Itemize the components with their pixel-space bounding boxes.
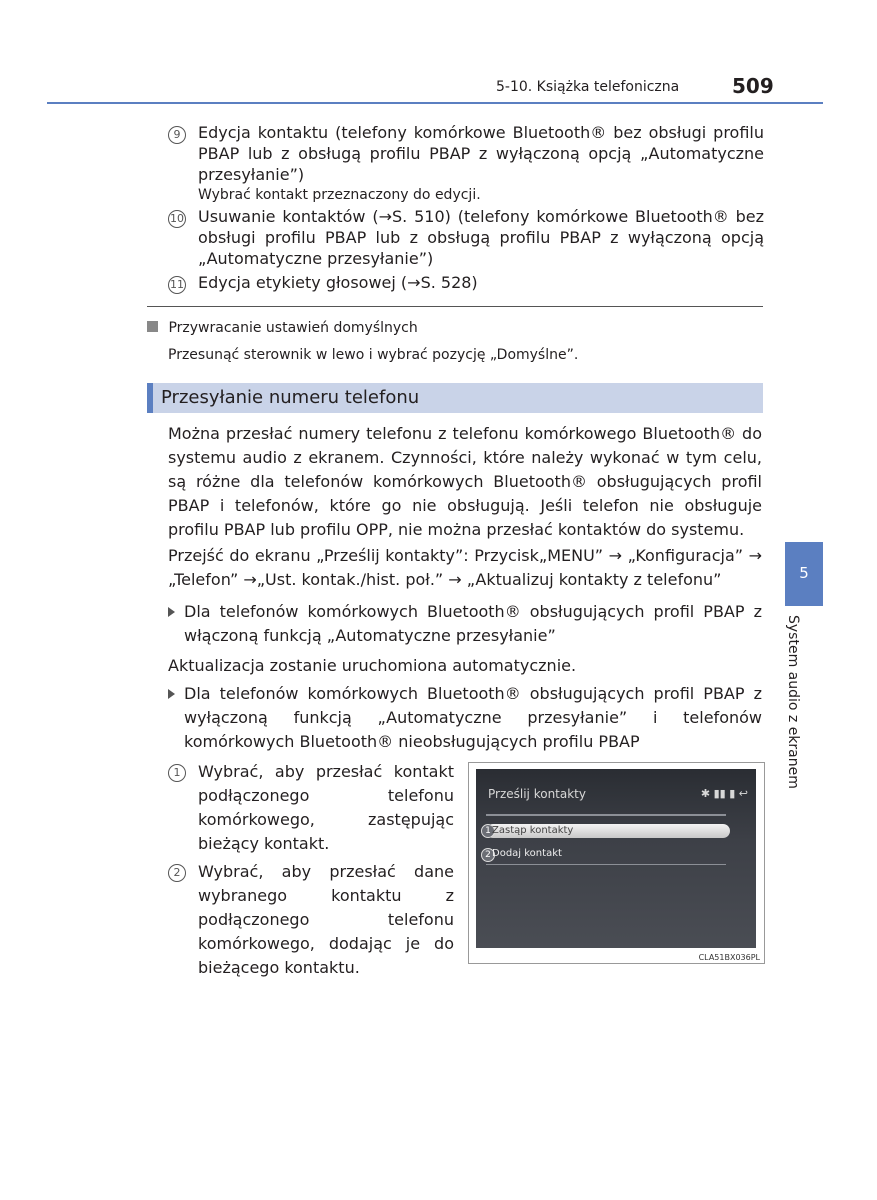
list-item-text: Usuwanie kontaktów (→S. 510) (telefony komórkowe Bluetooth® bez obsługi profilu PBAP lub z obsługą profilu PBAP z wyłączoną opcją „Automatyczne przesyłanie”) <box>198 207 764 268</box>
nav-paragraph: Przejść do ekranu „Prześlij kontakty”: Przycisk„MENU” → „Konfiguracja” → „Telefon” →„Ust. kontak./hist. poł.” → „Aktualizuj kontakty z telefonu” <box>168 546 762 589</box>
circled-number-2: 2 <box>168 864 186 882</box>
circled-number-10: 10 <box>168 210 186 228</box>
triangle-bullet-icon <box>168 689 175 699</box>
status-icons: ✱ ▮▮ ▮ ↩ <box>700 787 748 800</box>
screen-callout-2: 2 <box>481 848 495 862</box>
chapter-number: 5 <box>799 564 809 582</box>
section-heading-bar <box>147 383 763 413</box>
chapter-label-text: System audio z ekranem <box>785 615 801 789</box>
list-item <box>168 122 764 185</box>
bullet-text: Dla telefonów komórkowych Bluetooth® obsługujących profil PBAP z wyłączoną funkcją „Automatyczne przesyłanie” i telefonów komórkowych Bluetooth® nieobsługujących profilu PBAP <box>184 684 762 751</box>
display-screen <box>476 769 756 948</box>
section-accent <box>147 383 153 413</box>
screen-illustration <box>468 762 765 964</box>
step-item <box>168 760 454 856</box>
bullet-paragraph <box>168 682 762 754</box>
screen-divider <box>486 814 726 816</box>
header-rule <box>47 102 823 104</box>
screen-divider <box>486 864 726 865</box>
bullet-text: Dla telefonów komórkowych Bluetooth® obsługujących profil PBAP z włączoną funkcją „Automatyczne przesyłanie” <box>184 602 762 645</box>
list-item <box>168 206 764 269</box>
bullet-paragraph <box>168 600 762 648</box>
auto-paragraph: Aktualizacja zostanie uruchomiona automatycznie. <box>168 656 577 675</box>
intro-paragraph: Można przesłać numery telefonu z telefonu komórkowego Bluetooth® do systemu audio z ekranem. Czynności, które należy wykonać w tym celu, są różne dla telefonów komórkowych Bluetooth® obsługujących profil PBAP i telefonów, które go nie obsługują. Jeśli telefon nie obsługuje profilu PBAP lub profilu OPP, nie można przesłać kontaktów do systemu. <box>168 424 762 539</box>
chapter-label <box>781 615 803 805</box>
square-bullet-icon <box>147 321 158 332</box>
step-text: Wybrać, aby przesłać kontakt podłączonego telefonu komórkowego, zastępując bieżący kontakt. <box>198 762 454 853</box>
screen-callout-1: 1 <box>481 824 495 838</box>
list-item-text: Edycja etykiety głosowej (→S. 528) <box>198 273 478 292</box>
reset-heading <box>147 320 418 336</box>
page-number: 509 <box>732 74 774 98</box>
list-item-text: Edycja kontaktu (telefony komórkowe Bluetooth® bez obsługi profilu PBAP lub z obsługą profilu PBAP z wyłączoną opcją „Automatyczne przesyłanie”) <box>198 123 764 184</box>
image-code: CLA51BX036PL <box>698 953 760 962</box>
running-header-section: 5-10. Książka telefoniczna <box>496 79 680 95</box>
chapter-tab <box>785 542 823 606</box>
reset-text: Przesunąć sterownik w lewo i wybrać pozycję „Domyślne”. <box>168 347 579 363</box>
reset-heading-text: Przywracanie ustawień domyślnych <box>168 320 418 336</box>
circled-number-1: 1 <box>168 764 186 782</box>
circled-number-11: 11 <box>168 276 186 294</box>
circled-number-9: 9 <box>168 126 186 144</box>
menu-item-add-contact: Dodaj kontakt <box>492 848 562 859</box>
step-item <box>168 860 454 980</box>
divider <box>147 306 763 307</box>
screen-title: Prześlij kontakty <box>488 787 586 801</box>
list-item-subtext: Wybrać kontakt przeznaczony do edycji. <box>198 187 481 203</box>
step-text: Wybrać, aby przesłać dane wybranego kontaktu z podłączonego telefonu komórkowego, dodając je do bieżącego kontaktu. <box>198 862 454 977</box>
triangle-bullet-icon <box>168 607 175 617</box>
section-title: Przesyłanie numeru telefonu <box>161 387 420 408</box>
menu-item-replace-contacts: Zastąp kontakty <box>492 825 574 836</box>
list-item <box>168 272 764 293</box>
